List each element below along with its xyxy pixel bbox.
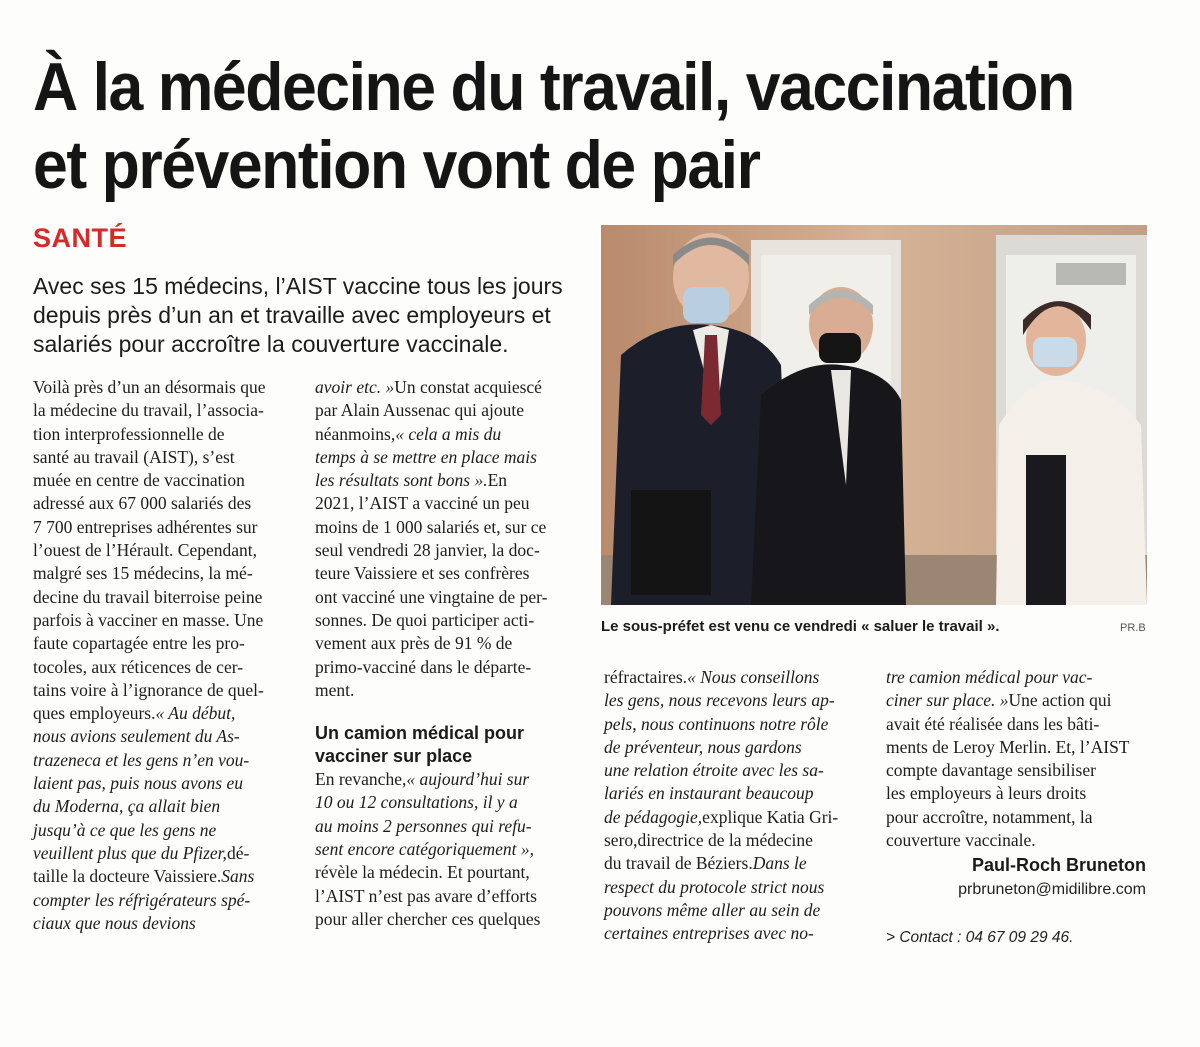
photo-illustration <box>601 225 1147 605</box>
quote-text: respect du protocole strict nous <box>604 876 825 897</box>
photo-credit: PR.B <box>1120 622 1146 634</box>
text-line: tains voire à l’ignorance de quel- <box>33 679 264 700</box>
text-line: ont vacciné une vingtaine de per- <box>315 586 548 607</box>
text-line: adressé aux 67 000 salariés des <box>33 493 252 514</box>
text-line: ments de Leroy Merlin. Et, l’AIST <box>886 736 1130 757</box>
quote-text: compter les réfrigérateurs spé- <box>33 889 251 910</box>
quote-text: sent encore catégoriquement », <box>315 839 535 860</box>
quote-text: laient pas, puis nous avons eu <box>33 773 243 794</box>
quote-text: temps à se mettre en place mais <box>315 446 537 467</box>
text-line: ment. <box>315 679 355 700</box>
text-line: decine du travail biterroise peine <box>33 586 263 607</box>
quote-text: du Moderna, ça allait bien <box>33 796 221 817</box>
text-line: primo-vacciné dans le départe- <box>315 656 532 677</box>
text-line: les employeurs à leurs droits <box>886 783 1087 804</box>
text-line: 2021, l’AIST a vacciné un peu <box>315 493 530 514</box>
headline <box>33 48 1082 204</box>
quote-text: ciner sur place. » <box>886 690 1009 711</box>
quote-text: jusqu’à ce que les gens ne <box>33 819 217 840</box>
lead-line: salariés pour accroître la couverture vaccinale. <box>33 331 509 357</box>
text-line: faute copartagée entre les pro- <box>33 633 245 654</box>
quote-text: « Nous conseillons <box>687 667 820 687</box>
text-line: la médecine du travail, l’associa- <box>33 400 264 421</box>
author-name: Paul-Roch Bruneton <box>972 855 1146 875</box>
text-line: parfois à vacciner en masse. Une <box>33 609 264 630</box>
article-column-2 <box>315 376 580 931</box>
text-line: vement aux près de 91 % de <box>315 633 513 654</box>
text-line: sero, <box>604 830 638 851</box>
quote-text: avoir etc. » <box>315 377 395 397</box>
quote-text: une relation étroite avec les sa- <box>604 760 824 781</box>
lead-line: depuis près d’un an et travaille avec employeurs et <box>33 302 551 328</box>
quote-text: « cela a mis du <box>395 423 502 444</box>
text-line: teure Vaissiere et ses confrères <box>315 563 530 584</box>
quote-text: Sans <box>221 866 255 887</box>
text-line: explique Katia Gri- <box>702 806 839 827</box>
quote-text: « Au début, <box>155 703 236 724</box>
text-line: a <box>886 713 894 734</box>
text-line: Un constat acquiescé <box>394 377 542 397</box>
quote-text: trazeneca et les gens n’en vou- <box>33 749 250 770</box>
quote-text: ciaux que nous devions <box>33 912 196 933</box>
text-line: l’AIST n’est pas avare d’efforts <box>315 885 537 906</box>
article-photo <box>601 225 1147 605</box>
text-line: directrice de la médecine <box>637 830 813 851</box>
text-line: compte davantage sensibiliser <box>886 760 1096 781</box>
text-line: santé au travail (AIST), s’est <box>33 446 235 467</box>
text-line: muée en centre de vaccination <box>33 470 245 491</box>
quote-text: pels, nous continuons notre rôle <box>604 713 829 734</box>
quote-text: Dans le <box>752 853 807 874</box>
contact-line: > Contact : 04 67 09 29 46. <box>886 929 1074 946</box>
text-line: pour accroître, notamment, la <box>886 806 1093 827</box>
quote-text: de préventeur, nous gardons <box>604 736 802 757</box>
article-column-1 <box>33 376 293 935</box>
subheading-line: Un camion médical pour <box>315 723 525 744</box>
text-line: malgré ses 15 médecins, la mé- <box>33 563 253 584</box>
text-line: révèle la médecin. Et pourtant, <box>315 862 530 883</box>
quote-text: les résultats sont bons ». <box>315 470 488 491</box>
quote-text: tre camion médical pour vac- <box>886 667 1093 687</box>
text-line: néanmoins, <box>315 423 396 444</box>
text-line: vait été réalisée dans les bâti- <box>893 713 1100 734</box>
text-line: taille la docteure Vaissiere. <box>33 866 222 887</box>
quote-text: « aujourd’hui sur <box>406 769 530 790</box>
quote-text: nous avions seulement du As- <box>33 726 240 747</box>
text-line: par Alain Aussenac qui ajoute <box>315 400 524 421</box>
quote-text: 10 ou 12 consultations, il y a <box>315 792 518 813</box>
lead-paragraph <box>33 272 593 359</box>
text-line: pour aller chercher ces quelques <box>315 908 541 929</box>
text-line: 7 700 entreprises adhérentes sur <box>33 516 258 537</box>
text-line: tocoles, aux réticences de cer- <box>33 656 244 677</box>
text-line: En revanche, <box>315 769 407 790</box>
quote-text: certaines entreprises avec no- <box>604 923 814 944</box>
text-line: ques employeurs. <box>33 703 156 724</box>
text-line: Voilà près d’un an désormais que <box>33 377 266 397</box>
quote-text: les gens, nous recevons leurs ap- <box>604 690 835 711</box>
quote-text: veuillent plus que du Pfizer, <box>33 842 227 863</box>
text-line: réfractaires. <box>604 667 688 687</box>
quote-text: lariés en instaurant beaucoup <box>604 783 814 804</box>
headline-line-1: À la médecine du travail, vaccination <box>33 49 1074 125</box>
text-line: En <box>487 470 508 491</box>
quote-text: au moins 2 personnes qui refu- <box>315 815 532 836</box>
headline-line-2: et prévention vont de pair <box>33 127 760 203</box>
text-line: l’ouest de l’Hérault. Cependant, <box>33 540 258 561</box>
section-rubric: SANTÉ <box>33 223 128 253</box>
quote-text: de pédagogie, <box>604 806 703 827</box>
photo-caption: Le sous-préfet est venu ce vendredi « saluer le travail ». <box>601 618 1000 635</box>
author-email[interactable]: prbruneton@midilibre.com <box>958 881 1146 898</box>
text-line: moins de 1 000 salariés et, sur ce <box>315 516 547 537</box>
text-line: sonnes. De quoi participer acti- <box>315 609 535 630</box>
article-column-3 <box>604 666 864 946</box>
text-line: dé- <box>226 842 250 863</box>
subheading-line: vacciner sur place <box>315 746 473 767</box>
subheading <box>315 722 580 768</box>
lead-line: Avec ses 15 médecins, l’AIST vaccine tous les jours <box>33 273 563 299</box>
text-line: du travail de Béziers. <box>604 853 753 874</box>
text-line: couverture vaccinale. <box>886 830 1036 851</box>
text-line: seul vendredi 28 janvier, la doc- <box>315 540 540 561</box>
article-column-4 <box>886 666 1146 852</box>
text-line: tion interprofessionnelle de <box>33 423 225 444</box>
quote-text: pouvons même aller au sein de <box>604 899 821 920</box>
text-line: Une action qui <box>1008 690 1112 711</box>
